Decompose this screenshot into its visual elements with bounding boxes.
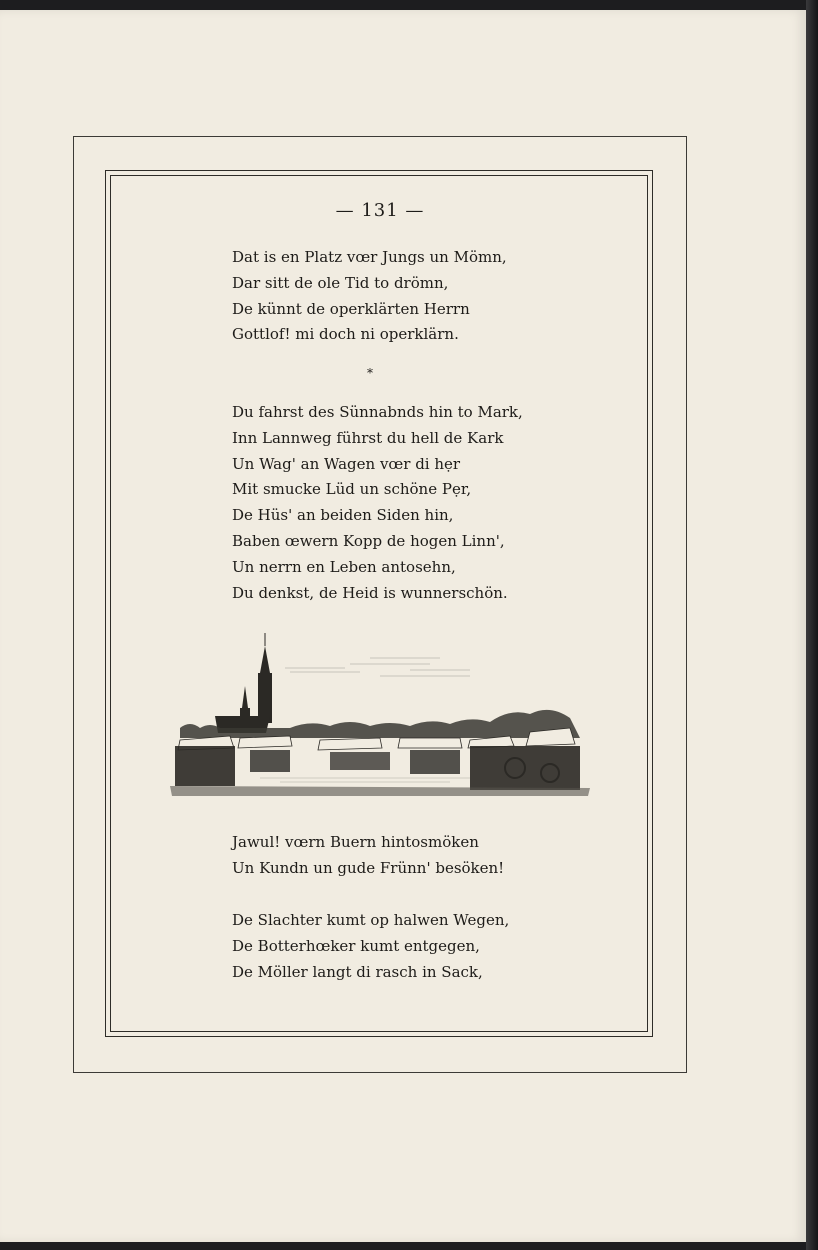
verse-line: Un Kundn un gude Frünn' besöken! <box>232 858 505 877</box>
verse-line: De künnt de operklärten Herrn <box>232 299 470 318</box>
verse-line: Baben œwern Kopp de hogen Linn', <box>232 531 505 550</box>
verse-line: Un Wag' an Wagen vœr di hẹr <box>232 454 461 473</box>
verse-line: Dat is en Platz vœr Jungs un Mömn, <box>232 248 507 266</box>
stanza-2 <box>232 400 523 606</box>
page-number: — 131 — <box>335 200 425 221</box>
verse-line: De Möller langt di rasch in Sack, <box>232 962 483 981</box>
verse-line: De Botterhœker kumt entgegen, <box>232 936 480 955</box>
verse-line: Jawul! vœrn Buern hintosmöken <box>232 833 479 851</box>
section-separator: * <box>367 366 373 380</box>
market-town-illustration <box>170 628 590 800</box>
verse-line: Du fahrst des Sünnabnds hin to Mark, <box>232 403 523 421</box>
stanza-1 <box>232 245 507 348</box>
verse-line: Gottlof! mi doch ni operklärn. <box>232 325 459 344</box>
book-spine <box>806 0 818 1250</box>
verse-line: Dar sitt de ole Tid to drömn, <box>232 273 449 292</box>
verse-line: De Hüs' an beiden Siden hin, <box>232 506 454 525</box>
verse-line: Du denkst, de Heid is wunnerschön. <box>232 583 508 602</box>
verse-line: De Slachter kumt op halwen Wegen, <box>232 911 510 929</box>
verse-line: Inn Lannweg führst du hell de Kark <box>232 428 504 447</box>
verse-line: Un nerrn en Leben antosehn, <box>232 557 456 576</box>
stanza-3 <box>232 830 504 882</box>
verse-line: Mit smucke Lüd un schöne Pẹr, <box>232 480 472 499</box>
stanza-4 <box>232 908 509 985</box>
